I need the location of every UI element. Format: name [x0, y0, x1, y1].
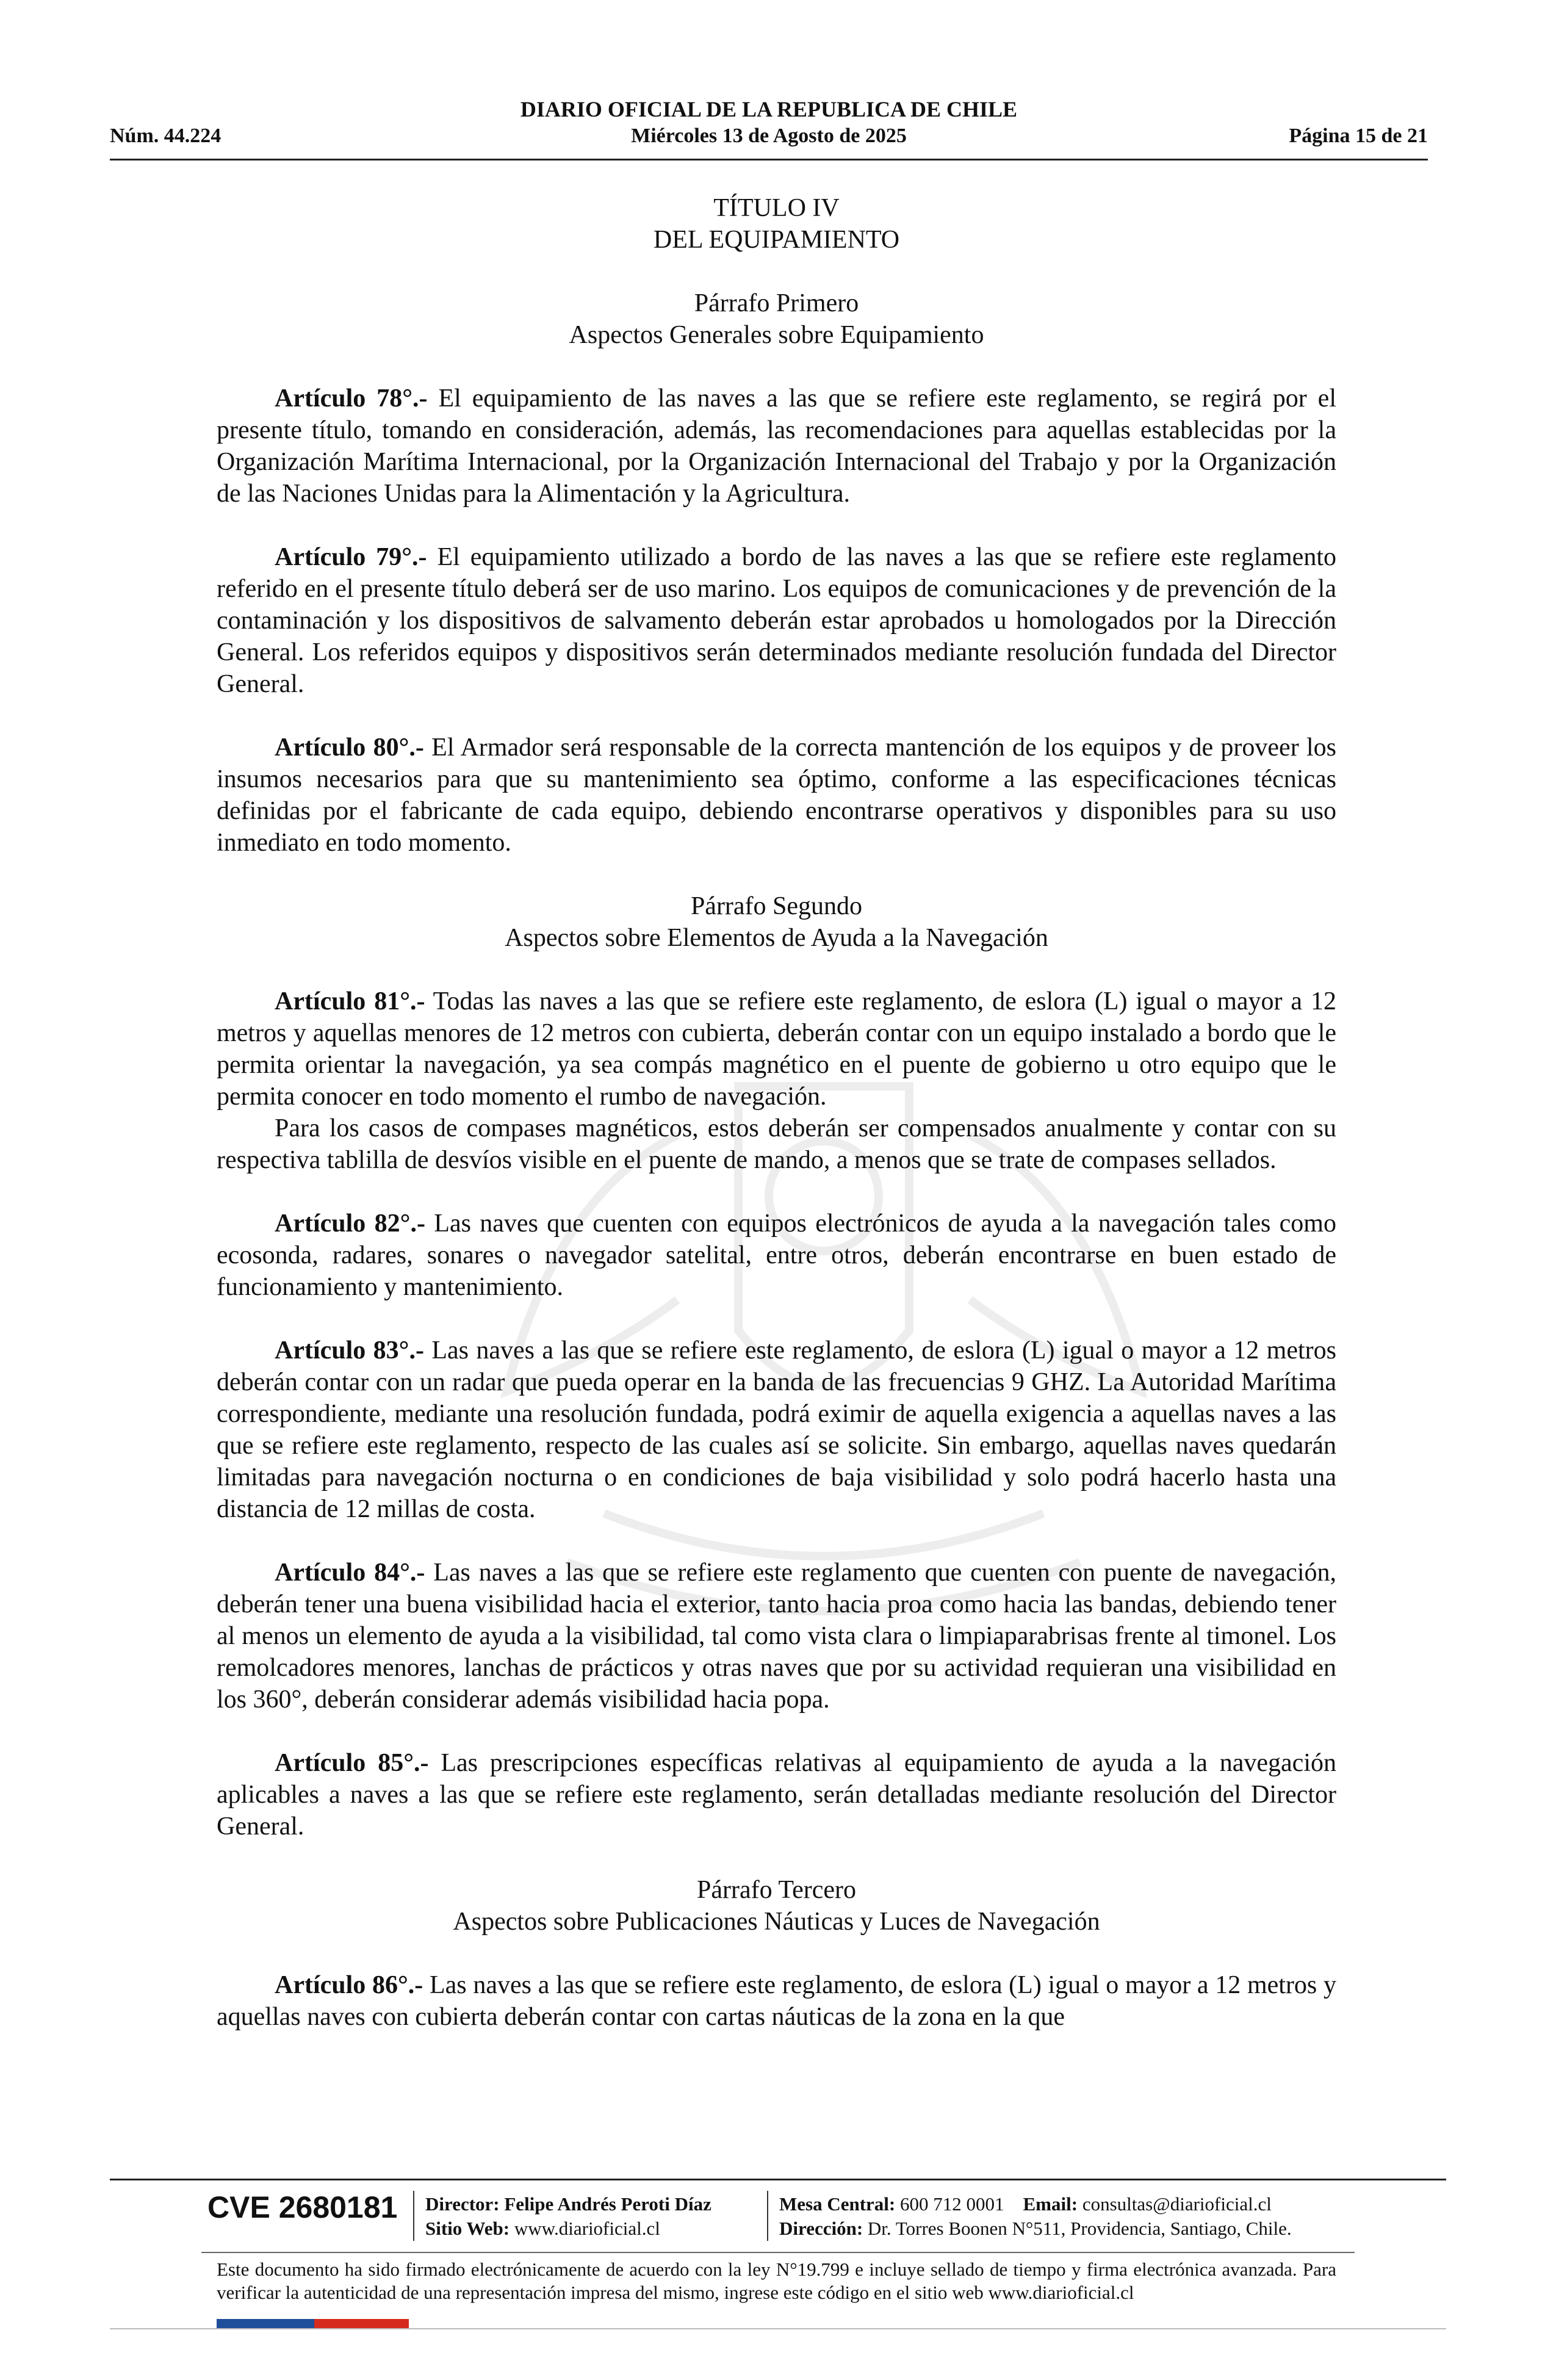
paragraph-subheading: Aspectos Generales sobre Equipamiento: [569, 321, 984, 349]
article-82: [217, 1208, 1336, 1303]
footer-separator: [413, 2191, 414, 2241]
issue-date: Miércoles 13 de Agosto de 2025: [631, 124, 907, 147]
article-label: Artículo 85°.-: [275, 1749, 429, 1777]
article-label: Artículo 86°.-: [275, 1971, 423, 1999]
article-79: [217, 541, 1336, 700]
footer-contact-block: [779, 2192, 1292, 2241]
website-link[interactable]: www.diarioficial.cl: [514, 2218, 660, 2239]
document-body: [217, 192, 1336, 2033]
address-text: Dr. Torres Boonen N°511, Providencia, Santiago, Chile.: [867, 2218, 1292, 2239]
flag-stripe-blue: [217, 2319, 314, 2329]
article-label: Artículo 84°.-: [275, 1559, 425, 1587]
footer-director-block: [425, 2192, 711, 2241]
article-label: Artículo 80°.-: [275, 734, 424, 762]
article-text: Todas las naves a las que se refiere este reglamento, de eslora (L) igual o mayor a 12 metros y aquellas menores de 12 metros con cubierta, deberán contar con un equipo instalado a bordo que le permita orientar la navegación, ya sea compás magnético en el puente de gobierno u otro equipo que le permita conocer en todo momento el rumbo de navegación.: [217, 987, 1336, 1111]
footer-separator: [767, 2191, 768, 2241]
article-text: El equipamiento utilizado a bordo de las naves a las que se refiere este reglamento referido en el presente título deberá ser de uso marino. Los equipos de comunicaciones y de prevención de la contaminación y los dispositivos de salvamento deberán estar aprobados u homologados por la Dirección General. Los referidos equipos y dispositivos serán determinados mediante resolución fundada del Director General.: [217, 543, 1336, 698]
email-link[interactable]: consultas@diarioficial.cl: [1082, 2193, 1272, 2215]
article-text: El equipamiento de las naves a las que se refiere este reglamento, se regirá por el presente título, tomando en consideración, además, las recomendaciones para aquellas establecidas por la Organización Marítima Internacional, por la Organización Internacional del Trabajo y por la Organización de las Naciones Unidas para la Alimentación y la Agricultura.: [217, 384, 1336, 508]
article-label: Artículo 81°.-: [275, 987, 425, 1015]
title-subheading: DEL EQUIPAMIENTO: [653, 226, 900, 254]
title-heading: TÍTULO IV: [713, 194, 840, 222]
article-text: Las prescripciones específicas relativas al equipamiento de ayuda a la navegación aplicables a naves a las que se refiere este reglamento, serán detalladas mediante resolución del Director General.: [217, 1749, 1336, 1841]
footer-divider: [110, 2179, 1446, 2180]
article-text: El Armador será responsable de la correcta mantención de los equipos y de proveer los insumos necesarios para que su mantenimiento sea óptimo, conforme a las especificaciones técnicas definidas por el fabricante de cada equipo, debiendo encontrarse operativos y disponibles para su uso inmediato en todo momento.: [217, 734, 1336, 857]
article-81-paragraph-2: Para los casos de compases magnéticos, estos deberán ser compensados anualmente y contar con su respectiva tablilla de desvíos visible en el puente de mando, a menos que se trate de compases sellados.: [217, 1114, 1336, 1174]
page-header: [110, 92, 1428, 160]
director-name: Felipe Andrés Peroti Díaz: [504, 2193, 711, 2215]
article-80: [217, 732, 1336, 859]
article-86: [217, 1969, 1336, 2033]
address-label: Dirección:: [779, 2218, 863, 2239]
paragraph-subheading: Aspectos sobre Elementos de Ayuda a la Navegación: [505, 924, 1048, 952]
footer-divider: [201, 2252, 1355, 2253]
paragraph-heading: Párrafo Primero: [694, 289, 859, 317]
issue-number: Núm. 44.224: [110, 124, 222, 147]
article-text: Las naves que cuenten con equipos electrónicos de ayuda a la navegación tales como ecosonda, radares, sonares o navegador satelital, entre otros, deberán encontrarse en buen estado de funcionamiento y mantenimiento.: [217, 1210, 1336, 1301]
article-text: Las naves a las que se refiere este reglamento, de eslora (L) igual o mayor a 12 metros y aquellas naves con cubierta deberán contar con cartas náuticas de la zona en la que: [217, 1971, 1336, 2031]
article-78: [217, 383, 1336, 510]
article-label: Artículo 79°.-: [275, 543, 427, 571]
email-label: Email:: [1023, 2193, 1078, 2215]
director-label: Director:: [425, 2193, 500, 2215]
website-label: Sitio Web:: [425, 2218, 510, 2239]
page-number: Página 15 de 21: [1289, 124, 1428, 147]
article-label: Artículo 78°.-: [275, 384, 428, 413]
article-label: Artículo 82°.-: [275, 1210, 425, 1238]
phone-number: 600 712 0001: [900, 2193, 1004, 2215]
paragraph-heading: Párrafo Tercero: [697, 1876, 856, 1904]
paragraph-subheading: Aspectos sobre Publicaciones Náuticas y Luces de Navegación: [453, 1908, 1100, 1936]
flag-stripe-red: [314, 2319, 409, 2329]
article-text: Las naves a las que se refiere este reglamento, de eslora (L) igual o mayor a 12 metros deberán contar con un radar que pueda operar en la banda de las frecuencias 9 GHZ. La Autoridad Marítima correspondiente, mediante una resolución fundada, podrá eximir de aquella exigencia a aquellas naves a las que se refiere este reglamento, respecto de las cuales así se solicite. Sin embargo, aquellas naves quedarán limitadas para navegación nocturna o en condiciones de baja visibilidad y solo podrá hacerlo hasta una distancia de 12 millas de costa.: [217, 1336, 1336, 1523]
phone-label: Mesa Central:: [779, 2193, 896, 2215]
newspaper-title: DIARIO OFICIAL DE LA REPUBLICA DE CHILE: [520, 97, 1018, 121]
bottom-rule: [110, 2328, 1446, 2329]
article-85: [217, 1747, 1336, 1842]
article-text: Las naves a las que se refiere este reglamento que cuenten con puente de navegación, deberán tener una buena visibilidad hacia el exterior, tanto hacia proa como hacia las bandas, debiendo tener al menos un elemento de ayuda a la visibilidad, tal como vista clara o limpiaparabrisas frente al timonel. Los remolcadores menores, lanchas de prácticos y otras naves que por su actividad requieran una visibilidad en los 360°, deberán considerar además visibilidad hacia popa.: [217, 1559, 1336, 1714]
article-84: [217, 1557, 1336, 1715]
paragraph-heading: Párrafo Segundo: [690, 892, 863, 920]
article-label: Artículo 83°.-: [275, 1336, 424, 1365]
article-83: [217, 1335, 1336, 1525]
legal-notice: Este documento ha sido firmado electrónicamente de acuerdo con la ley N°19.799 e incluye sellado de tiempo y firma electrónica avanzada. Para verificar la autenticidad de una representación impresa del mismo, ingrese este código en el sitio web www.diarioficial.cl: [217, 2259, 1336, 2303]
cve-code: CVE 2680181: [207, 2190, 398, 2224]
article-81: [217, 986, 1336, 1112]
